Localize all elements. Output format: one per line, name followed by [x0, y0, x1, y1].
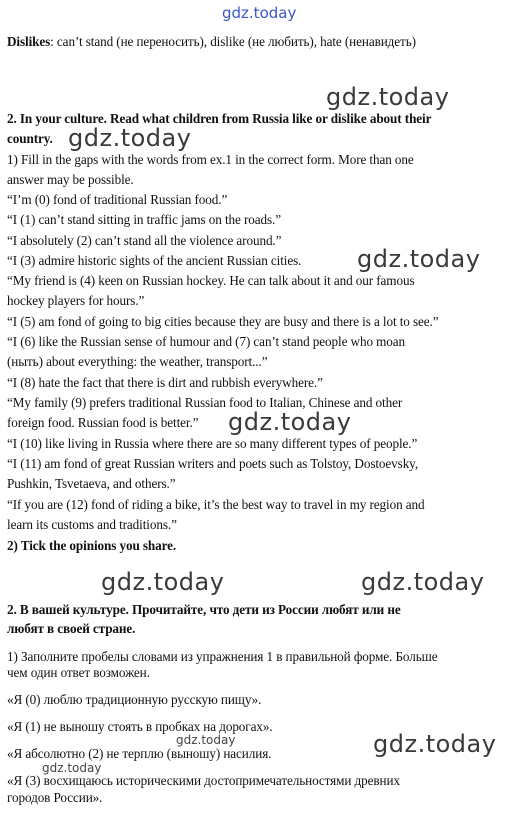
watermark: gdz.today: [326, 83, 450, 111]
quote-line: “My family (9) prefers traditional Russian food to Italian, Chinese and other: [7, 395, 403, 410]
russian-instruction: 1) Заполните пробелы словами из упражнения 1 в правильной форме. Больше: [7, 649, 438, 664]
quote-line: (ныть) about everything: the weather, transport...”: [7, 354, 268, 369]
quote-line: “My friend is (4) keen on Russian hockey. He can talk about it and our famous: [7, 273, 415, 288]
watermark: gdz.today: [357, 245, 481, 273]
russian-heading-cont: любят в своей стране.: [7, 621, 136, 636]
dislikes-line: Dislikes: can’t stand (не переносить), dislike (не любить), hate (ненавидеть): [7, 34, 416, 49]
watermark: gdz.today: [68, 124, 192, 152]
quote-line: hockey players for hours.”: [7, 293, 145, 308]
instruction-line: answer may be possible.: [7, 172, 134, 187]
exercise-2-heading-cont: country.: [7, 131, 53, 146]
quote-line: foreign food. Russian food is better.”: [7, 415, 199, 430]
quote-line: “I (1) can’t stand sitting in traffic jams on the roads.”: [7, 212, 281, 227]
quote-line: Pushkin, Tsvetaeva, and others.”: [7, 476, 176, 491]
russian-quote-line: городов России».: [7, 790, 103, 805]
task-2-heading: 2) Tick the opinions you share.: [7, 538, 177, 553]
watermark: gdz.today: [222, 4, 297, 22]
quote-line: “I (6) like the Russian sense of humour and (7) can’t stand people who moan: [7, 334, 406, 349]
quote-line: “I (10) like living in Russia where there are so many different types of people.”: [7, 436, 418, 451]
watermark: gdz.today: [101, 568, 225, 596]
russian-quote-line: «Я (3) восхищаюсь историческими достопримечательностями древних: [7, 773, 400, 788]
quote-line: “I (11) am fond of great Russian writers and poets such as Tolstoy, Dostoevsky,: [7, 456, 419, 471]
russian-quote-line: «Я (1) не выношу стоять в пробках на дорогах».: [7, 719, 273, 734]
instruction-line: 1) Fill in the gaps with the words from ex.1 in the correct form. More than one: [7, 152, 414, 167]
watermark: gdz.today: [361, 568, 485, 596]
russian-quote-line: «Я абсолютно (2) не терплю (выношу) насилия.: [7, 746, 272, 761]
quote-line: “I (8) hate the fact that there is dirt and rubbish everywhere.”: [7, 375, 323, 390]
quote-line: “I’m (0) fond of traditional Russian food.”: [7, 192, 228, 207]
quote-line: “I (3) admire historic sights of the ancient Russian cities.: [7, 253, 302, 268]
watermark: gdz.today: [373, 730, 497, 758]
russian-quote-line: «Я (0) люблю традиционную русскую пищу».: [7, 692, 262, 707]
quote-line: learn its customs and traditions.”: [7, 517, 177, 532]
watermark: gdz.today: [176, 733, 236, 747]
quote-line: “I absolutely (2) can’t stand all the violence around.”: [7, 233, 282, 248]
russian-instruction: чем один ответ возможен.: [7, 665, 150, 680]
exercise-2-heading: 2. In your culture. Read what children from Russia like or dislike about their: [7, 111, 432, 126]
quote-line: “If you are (12) fond of riding a bike, it’s the best way to travel in my region and: [7, 497, 425, 512]
russian-heading: 2. В вашей культуре. Прочитайте, что дети из России любят или не: [7, 602, 401, 617]
watermark: gdz.today: [42, 761, 102, 775]
quote-line: “I (5) am fond of going to big cities because they are busy and there is a lot to see.”: [7, 314, 439, 329]
watermark: gdz.today: [228, 408, 352, 436]
